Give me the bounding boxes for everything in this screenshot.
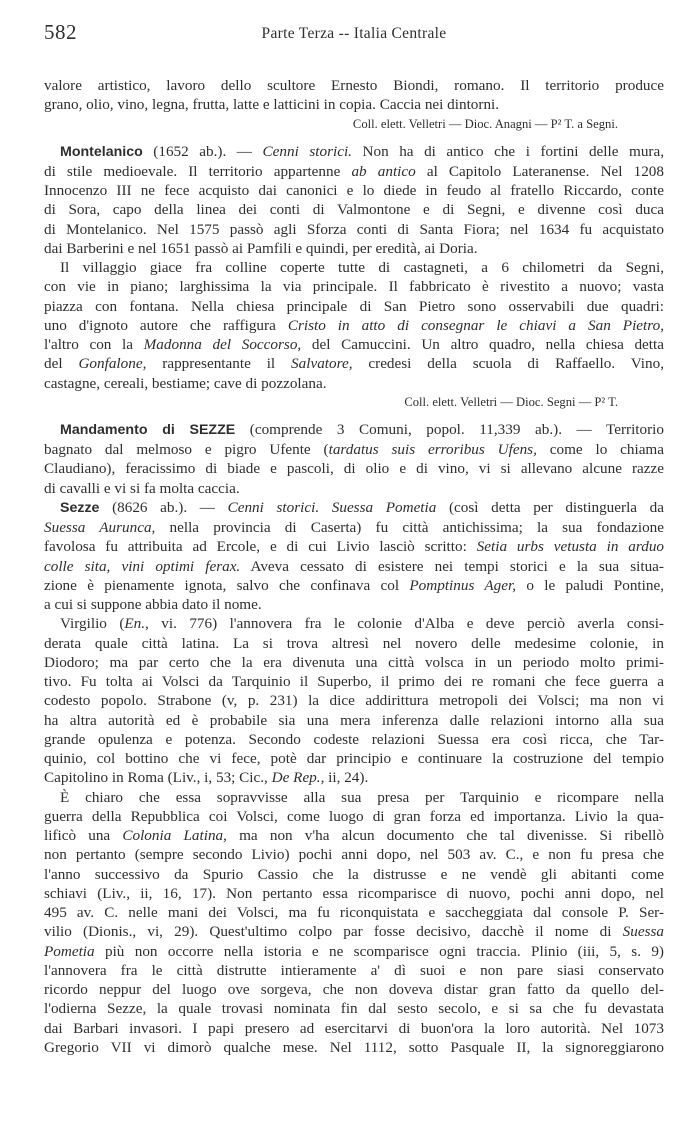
text-line: a cui si suppone abbia dato il nome. <box>44 596 262 613</box>
text-line: l'altro con la Madonna del Soccorso, del Camuccini. Un altro quadro, nella chiesa detta <box>44 336 664 353</box>
text-line: ha altra autorità ed è probabile sia una mera inferenza dalle relazioni intorno alla sua <box>44 711 664 729</box>
text-line: l'odierna Sezze, la quale trovasi nominata fin dal sesto secolo, e si sa che fu devastata <box>44 1000 664 1018</box>
text-line: derata quale città latina. La si trova altresì nel novero delle medesime colonie, in <box>44 634 664 652</box>
text-line: dai Barbari invasori. I papi presero ad esercitarvi di buon'ora la loro autorità. Nel 1073 <box>44 1019 664 1037</box>
text-line: valore artistico, lavoro dello scultore Ernesto Biondi, romano. Il territorio produce <box>44 77 664 94</box>
text-line: Suessa Aurunca, nella provincia di Caserta) fu città antichissima; la sua fondazione <box>44 519 664 536</box>
text-line: l'annovera fra le città distrutte intieramente a' dì suoi e non pare siasi conservato <box>44 961 664 979</box>
text-line: di Sora, capo della linea dei conti di Valmontone e di Segni, e divenne così duca <box>44 201 664 219</box>
text-line: Il villaggio giace fra colline coperte tutte di castagneti, a 6 chilometri da Segni, <box>60 259 664 276</box>
text-line: È chiaro che essa sopravvisse alla sua presa per Tarquinio e ricompare nella <box>60 788 664 806</box>
text-line: di cavalli e vi si fa molta caccia. <box>44 479 240 497</box>
text-line: zione è pienamente ignota, salvo che confinava col Pomptinus Ager, o le paludi Pontine, <box>44 576 664 594</box>
text-line: uno d'ignoto autore che raffigura Cristo in atto di consegnar le chiavi a San Pietro, <box>44 316 664 334</box>
text-line: l'anno successivo da Spurio Cassio che la distrusse e ne vendè gli abitanti come <box>44 865 664 883</box>
text-line: ricordo neppur del luogo ove sorgeva, che non doveva distar gran fatto da quello del- <box>44 981 664 998</box>
place-name-heading: Montelanico <box>60 143 143 160</box>
text-line: piazza con fontana. Nella chiesa principale di San Pietro sono osservabili due quadri: <box>44 297 664 315</box>
text-line: Claudiano), feracissimo di biade e pascoli, di olio e di vino, vi si allevano alcune razze <box>44 460 664 478</box>
text-line: Virgilio (En., vi. 776) l'annovera fra le colonie d'Alba e deve perciò averla consi- <box>60 615 664 633</box>
text-line: vilio (Dionis., vi, 29). Quest'ultimo colpo par fosse decisivo, dacchè il nome di Suessa <box>44 923 664 941</box>
text-line: di stile medioevale. Il territorio appartenne ab antico al Capitolo Lateranense. Nel 1208 <box>44 162 664 180</box>
paragraph-gap <box>44 134 664 142</box>
text-line: favolosa fu attribuita ad Ercole, e di cui Livio lasciò scritto: Setia urbs vetusta in arduo <box>44 538 664 556</box>
text-line: tivo. Fu tolta ai Volsci da Tarquinio il Superbo, il primo dei re romani che fece guerra a <box>44 673 664 690</box>
place-name-heading: Sezze <box>60 499 100 516</box>
text-line: Mandamento di SEZZE (comprende 3 Comuni, popol. 11,339 ab.). — Territorio <box>60 420 664 438</box>
district-heading: Mandamento di SEZZE <box>60 421 236 438</box>
text-line: 495 av. C. nelle mani dei Volsci, ma fu riconquistata e saccheggiata dal console P. Ser- <box>44 904 664 921</box>
text-line: quinio, col bottino che vi fece, potè dar principio e continuare la costruzione del tempio <box>44 750 664 767</box>
text-line: Capitolino in Roma (Liv., i, 53; Cic., De Rep., ii, 24). <box>44 769 369 787</box>
text-line: bagnato dal melmoso e pigro Ufente (tardatus suis erroribus Ufens, come lo chiama <box>44 441 664 458</box>
text-line: Diodoro; ma par certo che la era divenuta una città volsca in un periodo molto primi- <box>44 653 664 671</box>
body-text <box>44 76 664 1057</box>
text-line: con vie in piano; larghissima la via principale. Il fabbricato è rivestito a nuovo; vasta <box>44 278 664 296</box>
text-line: castagne, cereali, bestiame; cave di pozzolana. <box>44 374 327 392</box>
text-line: schiavi (Liv., ii, 16, 17). Non pertanto essa ricomparisce di nuovo, pochi anni dopo, nel <box>44 884 664 902</box>
page-header <box>44 20 664 48</box>
electoral-note: Coll. elett. Velletri — Dioc. Segni — P² T. <box>404 394 618 409</box>
text-line: Pometia più non occorre nella istoria e ne scomparisce ogni traccia. Plinio (iii, 5, s. 9) <box>44 942 664 960</box>
text-line: lificò una Colonia Latina, ma non v'ha alcun documento che tal divenisse. Si ribellò <box>44 827 664 844</box>
text-line: Gregorio VII vi dimorò qualche mese. Nel 1112, sotto Pasquale II, la signoreggiarono <box>44 1038 664 1056</box>
page-number: 582 <box>44 20 77 44</box>
text-line: dai Barberini e nel 1651 passò ai Pamfili e quindi, per eredità, ai Doria. <box>44 239 478 257</box>
text-line: Innocenzo III ne fece acquisto dai canonici e lo diede in feudo al fratello Riccardo, conte <box>44 182 664 199</box>
text-line: grano, olio, vino, legna, frutta, latte e latticini in copia. Caccia nei dintorni. <box>44 96 500 114</box>
paragraph-gap <box>44 412 664 420</box>
text-line: di Montelanico. Nel 1575 passò agli Sforza conti di Santa Fiora; nel 1634 fu acquistato <box>44 220 664 238</box>
running-head: Parte Terza -- Italia Centrale <box>261 25 447 42</box>
text-line: del Gonfalone, rappresentante il Salvatore, credesi della scuola di Raffaello. Vino, <box>44 355 664 373</box>
text-line: Sezze (8626 ab.). — Cenni storici. Suessa Pometia (così detta per distinguerla da <box>60 498 664 516</box>
text-line: codesto popolo. Strabone (v, p. 231) la dice addirittura metropoli dei Volsci; ma non vi <box>44 692 664 710</box>
text-line: grande opulenza e potenza. Secondo codeste relazioni Suessa era così ricca, che Tar- <box>44 730 664 748</box>
text-line: colle sita, vini optimi ferax. Aveva cessato di esistere nei tempi storici e la sua situa- <box>44 557 664 575</box>
electoral-note: Coll. elett. Velletri — Dioc. Anagni — P² T. a Segni. <box>352 116 618 131</box>
text-line: non pertanto (sempre secondo Livio) pochi anni dopo, nel 503 av. C., e non fu presa che <box>44 846 664 864</box>
text-line: Montelanico (1652 ab.). — Cenni storici. Non ha di antico che i fortini delle mura, <box>60 142 664 160</box>
text-line: guerra della Repubblica coi Volsci, come luogo di gran forza ed importanza. Livio la qua- <box>44 807 664 825</box>
